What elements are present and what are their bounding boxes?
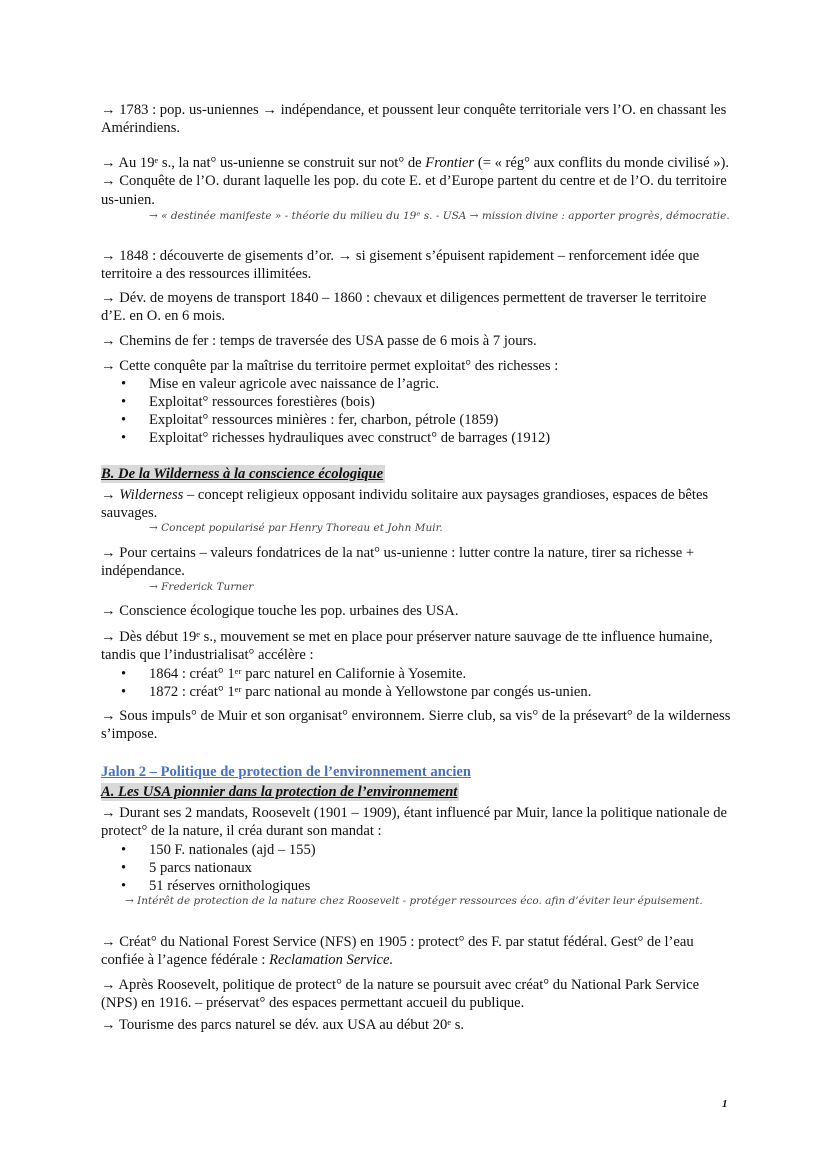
paragraph: → Pour certains – valeurs fondatrices de la nat° us-unienne : lutter contre la nature, tirer sa richesse + indépendance. bbox=[101, 545, 695, 580]
paragraph: → Conscience écologique touche les pop. urbaines des USA. bbox=[101, 603, 459, 619]
list-item: • 5 parcs nationaux bbox=[101, 859, 733, 877]
bullet-list bbox=[101, 841, 733, 895]
list-item: • 51 réserves ornithologiques bbox=[101, 877, 733, 895]
paragraph: → Dév. de moyens de transport 1840 – 1860 : chevaux et diligences permettent de traverser le territoire d’E. en O. en 6 mois. bbox=[101, 290, 707, 325]
list-item: • Exploitat° richesses hydrauliques avec construct° de barrages (1912) bbox=[101, 429, 733, 447]
paragraph: → Sous impuls° de Muir et son organisat° environnem. Sierre club, sa vis° de la présevart° de la wilderness s’impose. bbox=[101, 708, 731, 743]
handwritten-note: → Intérêt de protection de la nature chez Roosevelt - protéger ressources éco. afin d’éviter leur épuisement. bbox=[125, 895, 703, 907]
list-item: • 1872 : créat° 1ᵉʳ parc national au monde à Yellowstone par congés us-unien. bbox=[101, 683, 733, 701]
handwritten-note: → « destinée manifeste » - théorie du milieu du 19ᵉ s. - USA → mission divine : apporter progrès, démocratie. bbox=[149, 210, 730, 222]
section-heading bbox=[101, 783, 733, 801]
section-heading bbox=[101, 465, 733, 483]
text: → Dès début 19ᵉ s., mouvement se met en place pour préserver nature sauvage de tte influence humaine, tandis que l’industrialisat° accélère : bbox=[101, 629, 713, 664]
handwritten-note: → Concept popularisé par Henry Thoreau et John Muir. bbox=[149, 522, 443, 534]
handwritten-note: → Frederick Turner bbox=[149, 581, 254, 593]
list-item: • Exploitat° ressources forestières (bois) bbox=[101, 393, 733, 411]
paragraph bbox=[101, 357, 733, 447]
list-item: • 1864 : créat° 1ᵉʳ parc naturel en Californie à Yosemite. bbox=[101, 665, 733, 683]
bullet-list bbox=[101, 375, 733, 447]
paragraph bbox=[101, 933, 733, 970]
paragraph: → Chemins de fer : temps de traversée des USA passe de 6 mois à 7 jours. bbox=[101, 333, 537, 349]
heading-text: B. De la Wilderness à la conscience écologique bbox=[101, 466, 384, 482]
term-frontier: Frontier bbox=[425, 155, 475, 171]
text: – concept religieux opposant individu solitaire aux paysages grandioses, espaces de bêtes sauvages. bbox=[101, 487, 709, 522]
heading-text: A. Les USA pionnier dans la protection de l’environnement bbox=[101, 784, 458, 800]
text: → Cette conquête par la maîtrise du territoire permet exploitat° des richesses : bbox=[101, 358, 559, 374]
paragraph bbox=[101, 486, 733, 523]
text: → Au 19ᵉ s., la nat° us-unienne se construit sur not° de bbox=[101, 155, 426, 171]
text: → Créat° du National Forest Service (NFS) en 1905 : protect° des F. par statut fédéral. Gest° de l’eau confiée à l’agence fédérale : bbox=[101, 934, 694, 969]
term-reclamation-service: Reclamation Service. bbox=[269, 952, 394, 969]
list-item: • 150 F. nationales (ajd – 155) bbox=[101, 841, 733, 859]
paragraph bbox=[101, 804, 733, 895]
paragraph: → 1783 : pop. us-uniennes → indépendance, et poussent leur conquête territoriale vers l’O. en chassant les Amérindiens. bbox=[101, 102, 727, 137]
paragraph bbox=[101, 628, 733, 701]
list-item: • Mise en valeur agricole avec naissance de l’agric. bbox=[101, 375, 733, 393]
text: → bbox=[101, 487, 120, 503]
paragraph bbox=[101, 154, 733, 209]
text: (= « rég° aux conflits du monde civilisé »). → Conquête de l’O. durant laquelle les pop. du cote E. et d’Europe partent du centre et de l’O. du territoire us-unien. bbox=[101, 155, 730, 208]
paragraph: → Tourisme des parcs naturel se dév. aux USA au début 20ᵉ s. bbox=[101, 1017, 465, 1033]
list-item: • Exploitat° ressources minières : fer, charbon, pétrole (1859) bbox=[101, 411, 733, 429]
jalon-heading: Jalon 2 – Politique de protection de l’environnement ancien bbox=[101, 764, 471, 780]
paragraph: → 1848 : découverte de gisements d’or. → si gisement s’épuisent rapidement – renforcement idée que territoire a des ressources illimitées. bbox=[101, 248, 700, 283]
page-number: 1 bbox=[722, 1098, 728, 1110]
term-wilderness: Wilderness bbox=[119, 487, 184, 503]
text: → Durant ses 2 mandats, Roosevelt (1901 – 1909), étant influencé par Muir, lance la politique nationale de protect° de la nature, il créa durant son mandat : bbox=[101, 805, 727, 840]
paragraph: → Après Roosevelt, politique de protect° de la nature se poursuit avec créat° du National Park Service (NPS) en 1916. – préservat° des espaces permettant accueil du publique. bbox=[101, 977, 700, 1012]
bullet-list bbox=[101, 665, 733, 701]
